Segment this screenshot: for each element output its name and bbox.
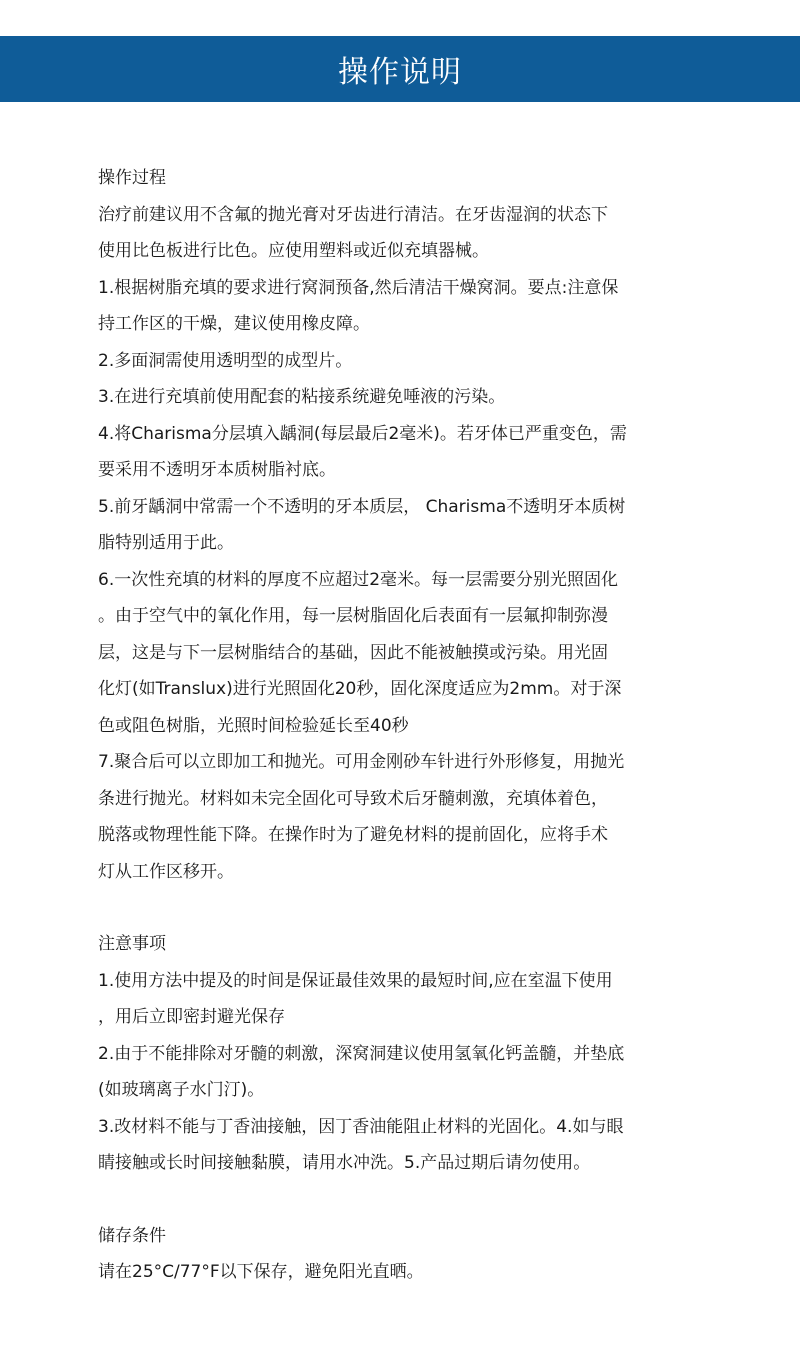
text-line: 色或阻色树脂，光照时间检验延长至40秒 (98, 715, 409, 736)
section-storage (98, 1218, 718, 1291)
section-procedure (98, 160, 718, 890)
text-line: 持工作区的干燥，建议使用橡皮障。 (98, 314, 370, 334)
section-title: 储存条件 (98, 1225, 166, 1246)
text-line: 要采用不透明牙本质树脂衬底。 (98, 460, 336, 480)
text-line: 睛接触或长时间接触黏膜，请用水冲洗。5.产品过期后请勿使用。 (98, 1153, 591, 1173)
text-line: 3.改材料不能与丁香油接触，因丁香油能阻止材料的光固化。4.如与眼 (98, 1116, 624, 1137)
text-line: 层，这是与下一层树脂结合的基础，因此不能被触摸或污染。用光固 (98, 642, 608, 663)
header-banner (0, 36, 800, 102)
text-line: 灯从工作区移开。 (98, 861, 234, 882)
text-line: 治疗前建议用不含氟的抛光膏对牙齿进行清洁。在牙齿湿润的状态下 (98, 204, 608, 225)
section-precautions (98, 926, 718, 1182)
section-title: 操作过程 (98, 168, 166, 188)
text-line: 条进行抛光。材料如未完全固化可导致术后牙髓刺激，充填体着色， (98, 788, 608, 809)
instructions-content (98, 160, 718, 1291)
text-line: 5.前牙龋洞中常需一个不透明的牙本质层， Charisma不透明牙本质树 (98, 496, 626, 517)
text-line: 请在25°C/77°F以下保存，避免阳光直晒。 (98, 1262, 424, 1282)
section-title: 注意事项 (98, 934, 166, 954)
text-line: 6.一次性充填的材料的厚度不应超过2毫米。每一层需要分别光照固化 (98, 569, 619, 590)
text-line: 3.在进行充填前使用配套的粘接系统避免唾液的污染。 (98, 387, 506, 407)
text-line: 。由于空气中的氧化作用，每一层树脂固化后表面有一层氟抑制弥漫 (98, 606, 608, 626)
page-title: 操作说明 (338, 55, 462, 90)
text-line: 脂特别适用于此。 (98, 533, 234, 553)
text-line: 2.由于不能排除对牙髓的刺激，深窝洞建议使用氢氧化钙盖髓，并垫底 (98, 1043, 625, 1064)
text-line: 脱落或物理性能下降。在操作时为了避免材料的提前固化，应将手术 (98, 825, 608, 845)
text-line: (如玻璃离子水门汀)。 (98, 1080, 265, 1100)
text-line: 7.聚合后可以立即加工和抛光。可用金刚砂车针进行外形修复，用抛光 (98, 752, 625, 772)
text-line: 1.使用方法中提及的时间是保证最佳效果的最短时间,应在室温下使用 (98, 970, 613, 991)
text-line: 2.多面洞需使用透明型的成型片。 (98, 350, 353, 371)
text-line: 化灯(如Translux)进行光照固化20秒，固化深度适应为2mm。对于深 (98, 679, 622, 699)
text-line: 使用比色板进行比色。应使用塑料或近似充填器械。 (98, 241, 489, 261)
text-line: 1.根据树脂充填的要求进行窝洞预备,然后清洁干燥窝洞。要点:注意保 (98, 277, 619, 298)
text-line: 4.将Charisma分层填入龋洞(每层最后2毫米)。若牙体已严重变色，需 (98, 423, 627, 444)
text-line: ，用后立即密封避光保存 (98, 1007, 285, 1027)
